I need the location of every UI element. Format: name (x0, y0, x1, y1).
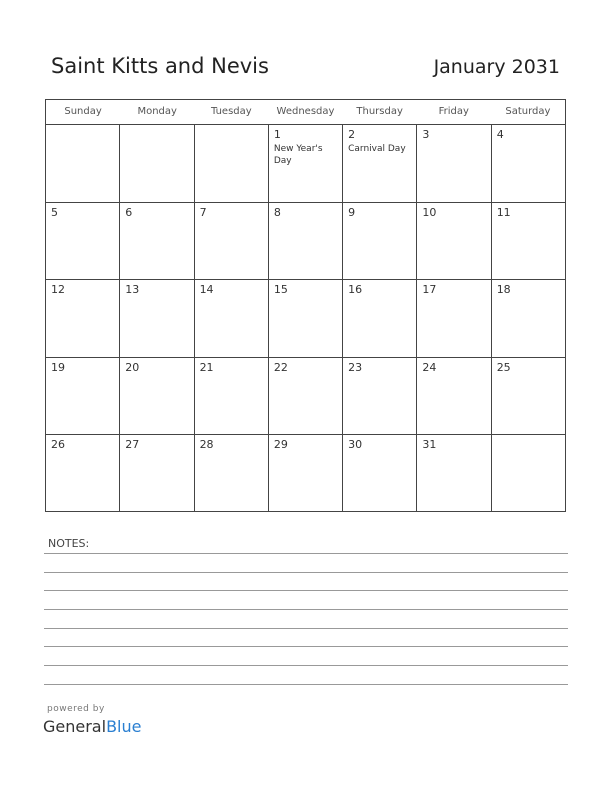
day-number: 9 (348, 205, 356, 219)
day-number: 7 (199, 205, 207, 219)
day-number: 30 (348, 438, 363, 452)
day-number: 26 (51, 438, 65, 452)
day-cell (195, 203, 269, 280)
weekday-tuesday: Tuesday (211, 106, 252, 117)
weekday-wednesday: Wednesday (276, 106, 335, 117)
weekday-sunday: Sunday (64, 106, 102, 117)
weekday-thursday: Thursday (356, 106, 403, 117)
day-cell (343, 203, 417, 280)
day-cell (417, 203, 491, 280)
day-number: 14 (199, 283, 214, 297)
day-cell (492, 435, 565, 512)
day-number: 20 (125, 360, 140, 374)
day-cell (492, 358, 565, 435)
holiday-label: New Year's Day (273, 144, 323, 166)
note-line (44, 628, 568, 629)
day-cell (46, 125, 120, 202)
generalblue-logo[interactable] (43, 717, 141, 736)
logo-blue: Blue (106, 717, 142, 736)
day-cell (417, 435, 491, 512)
day-number: 25 (496, 360, 511, 374)
day-cell (195, 125, 269, 202)
day-cell (120, 280, 194, 357)
calendar-weeks (46, 125, 565, 512)
day-cell (343, 280, 417, 357)
calendar-title: Saint Kitts and Nevis (51, 54, 269, 78)
weekday-saturday: Saturday (505, 106, 551, 117)
day-cell (417, 125, 491, 202)
day-number: 4 (496, 128, 504, 141)
day-cell (343, 435, 417, 512)
day-number: 3 (422, 128, 430, 141)
weekday-monday: Monday (137, 106, 177, 117)
day-number: 2 (348, 128, 356, 141)
day-number: 10 (422, 205, 437, 219)
calendar-week-row (46, 358, 565, 436)
day-cell (269, 280, 343, 357)
calendar-week-row (46, 203, 565, 281)
day-number: 18 (496, 283, 511, 297)
day-cell (269, 125, 343, 202)
day-cell (492, 203, 565, 280)
day-number: 13 (125, 283, 140, 297)
day-cell (46, 358, 120, 435)
day-number: 16 (348, 283, 363, 297)
day-cell (269, 358, 343, 435)
day-cell (195, 358, 269, 435)
day-cell (343, 125, 417, 202)
day-cell (46, 280, 120, 357)
day-number: 29 (273, 438, 288, 452)
day-cell (417, 358, 491, 435)
calendar-grid (45, 99, 566, 512)
note-line (44, 572, 568, 573)
day-cell (492, 280, 565, 357)
day-number: 8 (273, 205, 281, 219)
note-line (44, 590, 568, 591)
weekday-friday: Friday (438, 106, 469, 117)
day-number: 21 (199, 360, 214, 374)
day-number: 19 (51, 360, 65, 374)
day-cell (195, 435, 269, 512)
day-cell (120, 125, 194, 202)
day-number: 15 (273, 283, 288, 297)
day-cell (120, 203, 194, 280)
day-number: 12 (51, 283, 65, 297)
day-cell (46, 435, 120, 512)
day-number: 28 (199, 438, 214, 452)
day-cell (120, 435, 194, 512)
day-cell (195, 280, 269, 357)
day-cell (417, 280, 491, 357)
day-number: 27 (125, 438, 140, 452)
calendar-week-row (46, 125, 565, 203)
day-number: 17 (422, 283, 437, 297)
day-cell (120, 358, 194, 435)
day-cell (46, 203, 120, 280)
day-cell (492, 125, 565, 202)
note-line (44, 646, 568, 647)
note-line (44, 609, 568, 610)
day-cell (269, 435, 343, 512)
day-number: 11 (496, 205, 511, 219)
powered-by-text: powered by (47, 704, 105, 714)
note-line (44, 684, 568, 685)
day-number: 31 (422, 438, 437, 452)
day-number: 24 (422, 360, 437, 374)
month-year: January 2031 (433, 56, 560, 78)
day-number: 22 (273, 360, 288, 374)
weekday-header (46, 100, 565, 125)
day-cell (269, 203, 343, 280)
calendar-week-row (46, 280, 565, 358)
day-number: 6 (125, 205, 133, 219)
day-cell (343, 358, 417, 435)
note-line (44, 553, 568, 554)
notes-label: NOTES: (48, 537, 90, 550)
holiday-label: Carnival Day (348, 144, 406, 154)
day-number: 5 (51, 205, 58, 219)
day-number: 23 (348, 360, 363, 374)
calendar-week-row (46, 435, 565, 512)
logo-general: General (43, 717, 107, 736)
note-line (44, 665, 568, 666)
day-number: 1 (273, 128, 281, 141)
